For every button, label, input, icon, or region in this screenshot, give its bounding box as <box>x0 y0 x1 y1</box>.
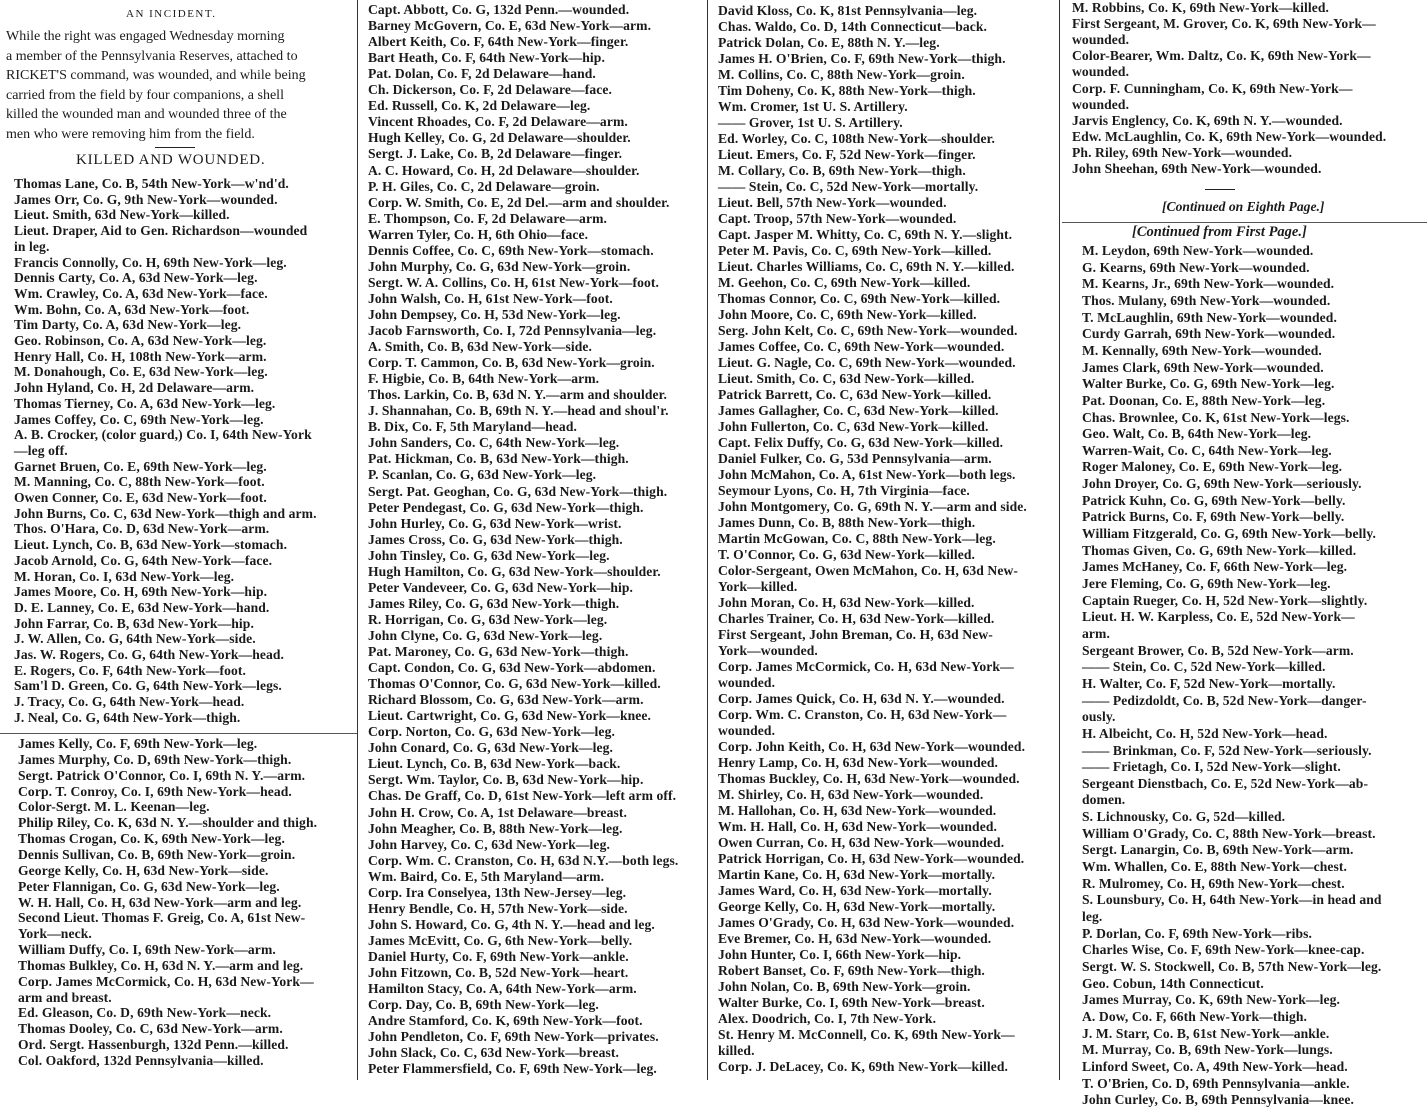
casualty-entry: Captain Rueger, Co. H, 52d New-York—slightly. <box>1082 592 1368 608</box>
casualty-entry: Patrick Burns, Co. F, 69th New-York—belly. <box>1082 509 1345 525</box>
casualty-entry: Geo. Walt, Co. B, 64th New-York—leg. <box>1082 426 1312 442</box>
casualty-entry: James Murray, Co. K, 69th New-York—leg. <box>1082 992 1340 1008</box>
casualty-entry: M. Collary, Co. B, 69th New-York—thigh. <box>718 163 966 178</box>
casualty-entry: Dennis Coffee, Co. C, 69th New-York—stomach. <box>368 242 654 258</box>
casualty-entry: wounded. <box>1072 32 1130 48</box>
casualty-entry: E. Rogers, Co. F, 64th New-York—foot. <box>14 662 247 678</box>
casualty-entry: Charles Trainer, Co. H, 63d New-York—killed. <box>718 611 995 626</box>
casualty-entry: Wm. Baird, Co. E, 5th Maryland—arm. <box>368 868 605 884</box>
casualty-entry: John Hunter, Co. I, 66th New-York—hip. <box>718 947 962 962</box>
casualty-entry: Chas. Brownlee, Co. K, 61st New-York—legs. <box>1082 409 1350 425</box>
casualty-entry: Walter Burke, Co. G, 69th New-York—leg. <box>1082 376 1335 392</box>
casualty-entry: James Riley, Co. G, 63d New-York—thigh. <box>368 595 620 611</box>
casualty-entry: M. Shirley, Co. H, 63d New-York—wounded. <box>718 787 984 802</box>
casualty-entry: Owen Conner, Co. E, 63d New-York—foot. <box>14 490 267 505</box>
casualty-entry: A. Smith, Co. B, 63d New-York—side. <box>368 339 593 355</box>
casualty-entry: John Sheehan, 69th New-York—wounded. <box>1072 161 1322 176</box>
casualty-entry: Peter Flammersfield, Co. F, 69th New-York—leg. <box>368 1061 657 1077</box>
casualty-entry: Col. Oakford, 132d Pennsylvania—killed. <box>18 1053 264 1068</box>
casualty-entry: J. W. Allen, Co. G, 64th New-York—side. <box>14 631 256 647</box>
casualty-entry: Lieut. H. W. Karpless, Co. E, 52d New-York— <box>1082 609 1355 625</box>
casualty-entry: York—neck. <box>18 926 92 942</box>
casualty-entry: Edw. McLaughlin, Co. K, 69th New-York—wounded. <box>1072 128 1387 144</box>
casualty-entry: —— Grover, 1st U. S. Artillery. <box>718 115 903 130</box>
casualty-entry: Jarvis Englency, Co. K, 69th N. Y.—wounded. <box>1072 112 1343 128</box>
casualty-entry: John S. Howard, Co. G, 4th N. Y.—head and leg. <box>368 916 655 932</box>
casualty-entry: Geo. Robinson, Co. A, 63d New-York—leg. <box>14 333 267 348</box>
casualty-entry: John Farrar, Co. B, 63d New-York—hip. <box>14 615 254 631</box>
casualty-entry: M. Collins, Co. C, 88th New-York—groin. <box>718 67 965 82</box>
casualty-entry: John Slack, Co. C, 63d New-York—breast. <box>368 1045 619 1061</box>
casualty-entry: John Walsh, Co. H, 61st New-York—foot. <box>368 290 613 306</box>
casualty-entry: Jere Fleming, Co. G, 69th New-York—leg. <box>1082 576 1331 591</box>
casualty-entry: Pat. Maroney, Co. G, 63d New-York—thigh. <box>368 644 629 659</box>
casualty-entry: John Pendleton, Co. F, 69th New-York—privates. <box>368 1029 659 1045</box>
casualty-entry: Corp. F. Cunningham, Co. K, 69th New-York— <box>1072 80 1353 96</box>
casualty-entry: George Kelly, Co. H, 63d New-York—mortally. <box>718 899 996 914</box>
casualty-entry: Lieut. Bell, 57th New-York—wounded. <box>718 195 947 210</box>
casualty-entry: John Nolan, Co. B, 69th New-York—groin. <box>718 979 971 994</box>
continued-from-note: [Continued from First Page.] <box>1132 224 1307 240</box>
casualty-entry: Thomas Tierney, Co. A, 63d New-York—leg. <box>14 395 276 411</box>
casualty-entry: Corp. Norton, Co. G, 63d New-York—leg. <box>368 724 615 740</box>
casualty-entry: John Droyer, Co. G, 69th New-York—seriously. <box>1082 476 1362 492</box>
casualty-entry: in leg. <box>14 238 50 254</box>
casualty-entry: Corp. Ira Conselyea, 13th New-Jersey—leg. <box>368 884 627 900</box>
casualty-entry: Thomas Buckley, Co. H, 63d New-York—wounded. <box>718 771 1020 786</box>
casualty-entry: John McMahon, Co. A, 61st New-York—both legs. <box>718 467 1016 482</box>
casualty-entry: Lieut. Cartwright, Co. G, 63d New-York—knee. <box>368 708 652 724</box>
casualty-entry: Ed. Gleason, Co. D, 69th New-York—neck. <box>18 1005 272 1021</box>
casualty-entry: Color-Bearer, Wm. Daltz, Co. K, 69th New-York— <box>1072 48 1371 64</box>
casualty-entry: John Montgomery, Co. G, 69th N. Y.—arm and side. <box>718 499 1027 514</box>
casualty-entry: John Fitzown, Co. B, 52d New-York—heart. <box>368 965 629 980</box>
casualty-entry: James Ward, Co. H, 63d New-York—mortally. <box>718 883 992 898</box>
casualty-entry: —— Stein, Co. C, 52d New-York—mortally. <box>718 179 979 194</box>
casualty-entry: Daniel Fulker, Co. G, 53d Pennsylvania—arm. <box>718 451 992 466</box>
casualty-entry: arm. <box>1082 625 1110 641</box>
casualty-entry: John Moran, Co. H, 63d New-York—killed. <box>718 595 975 610</box>
casualty-entry: Jacob Arnold, Co. G, 64th New-York—face. <box>14 552 273 568</box>
casualty-entry: Second Lieut. Thomas F. Greig, Co. A, 61st New- <box>18 910 306 926</box>
casualty-entry: Chas. Waldo, Co. D, 14th Connecticut—back. <box>718 19 988 34</box>
casualty-entry: Corp. Day, Co. B, 69th New-York—leg. <box>368 997 599 1013</box>
casualty-entry: James McHaney, Co. F, 66th New-York—leg. <box>1082 559 1348 575</box>
casualty-entry: Tim Darty, Co. A, 63d New-York—leg. <box>14 317 242 333</box>
casualty-entry: Linford Sweet, Co. A, 49th New-York—head. <box>1082 1058 1348 1074</box>
casualty-entry: James McEvitt, Co. G, 6th New-York—belly. <box>368 932 633 948</box>
casualty-entry: Wm. Crawley, Co. A, 63d New-York—face. <box>14 285 268 301</box>
casualty-entry: James H. O'Brien, Co. F, 69th New-York—thigh. <box>718 51 1006 66</box>
casualty-entry: A. C. Howard, Co. H, 2d Delaware—shoulder. <box>368 162 640 178</box>
casualty-entry: Thos. O'Hara, Co. D, 63d New-York—arm. <box>14 521 270 537</box>
casualty-entry: —— Brinkman, Co. F, 52d New-York—seriously. <box>1082 742 1372 758</box>
casualty-entry: A. Dow, Co. F, 66th New-York—thigh. <box>1082 1008 1308 1024</box>
casualty-entry: John Moore, Co. C, 69th New-York—killed. <box>718 307 977 322</box>
casualty-entry: John Dempsey, Co. H, 53d New-York—leg. <box>368 306 621 322</box>
casualty-entry: Ch. Dickerson, Co. F, 2d Delaware—face. <box>368 82 613 98</box>
casualty-entry: R. Horrigan, Co. G, 63d New-York—leg. <box>368 611 608 627</box>
casualty-entry: John Curley, Co. B, 69th Pennsylvania—knee. <box>1082 1092 1355 1108</box>
casualty-entry: Ed. Worley, Co. C, 108th New-York—shoulder. <box>718 131 995 146</box>
casualty-entry: P. H. Giles, Co. C, 2d Delaware—groin. <box>368 178 600 194</box>
casualty-entry: James Murphy, Co. D, 69th New-York—thigh. <box>18 751 292 767</box>
casualty-entry: James Gallagher, Co. C, 63d New-York—killed. <box>718 403 999 418</box>
casualty-entry: Wm. Bohn, Co. A, 63d New-York—foot. <box>14 301 250 317</box>
casualty-entry: David Kloss, Co. K, 81st Pennsylvania—leg. <box>718 3 978 18</box>
casualty-entry: T. O'Brien, Co. D, 69th Pennsylvania—ankle. <box>1082 1075 1350 1091</box>
casualty-entry: William Fitzgerald, Co. G, 69th New-York—belly. <box>1082 526 1377 542</box>
casualty-entry: Martin McGowan, Co. C, 88th New-York—leg. <box>718 531 996 546</box>
casualty-entry: Peter Vandeveer, Co. G, 63d New-York—hip. <box>368 579 634 595</box>
casualty-entry: Geo. Cobun, 14th Connecticut. <box>1082 975 1264 991</box>
casualty-entry: S. Lounsbury, Co. H, 64th New-York—in head and <box>1082 892 1382 908</box>
casualty-entry: H. Walter, Co. F, 52d New-York—mortally. <box>1082 675 1336 691</box>
casualty-entry: Thos. Mulany, 69th New-York—wounded. <box>1082 292 1331 308</box>
casualty-entry: leg. <box>1082 909 1103 924</box>
casualty-entry: James Dunn, Co. B, 88th New-York—thigh. <box>718 515 976 530</box>
casualty-entry: Garnet Bruen, Co. E, 69th New-York—leg. <box>14 458 267 474</box>
casualty-entry: Curdy Garrah, 69th New-York—wounded. <box>1082 326 1336 342</box>
casualty-entry: Corp. James McCormick, Co. H, 63d New-York— <box>718 659 1014 674</box>
casualty-entry: John Murphy, Co. G, 63d New-York—groin. <box>368 258 631 274</box>
casualty-entry: E. Thompson, Co. F, 2d Delaware—arm. <box>368 210 607 226</box>
casualty-entry: Lieut. Emers, Co. F, 52d New-York—finger. <box>718 147 976 162</box>
casualty-entry: Thomas Given, Co. G, 69th New-York—killed. <box>1082 542 1357 558</box>
column-divider <box>707 0 708 1080</box>
casualty-entry: Charles Wise, Co. F, 69th New-York—knee-cap. <box>1082 942 1365 958</box>
casualty-entry: Sergt. Wm. Taylor, Co. B, 63d New-York—hip. <box>368 772 644 788</box>
casualty-entry: Sergt. J. Lake, Co. B, 2d Delaware—finger. <box>368 146 623 162</box>
casualty-entry: Lieut. Draper, Aid to Gen. Richardson—wounded <box>14 223 308 239</box>
casualty-entry: Sergt. Lanargin, Co. B, 69th New-York—arm. <box>1082 842 1354 858</box>
paragraph-line: RICKET'S command, was wounded, and while being <box>6 68 306 84</box>
casualty-entry: Corp. T. Conroy, Co. I, 69th New-York—head. <box>18 783 292 799</box>
casualty-entry: Dennis Sullivan, Co. B, 69th New-York—groin. <box>18 846 296 862</box>
casualty-entry: Daniel Hurty, Co. F, 69th New-York—ankle. <box>368 948 629 964</box>
casualty-entry: D. E. Lanney, Co. E, 63d New-York—hand. <box>14 599 270 615</box>
casualty-entry: Richard Blossom, Co. G, 63d New-York—arm. <box>368 692 644 708</box>
casualty-entry: wounded. <box>718 723 776 738</box>
casualty-entry: wounded. <box>718 675 776 690</box>
casualty-entry: Capt. Condon, Co. G, 63d New-York—abdomen. <box>368 660 656 676</box>
casualty-entry: York—wounded. <box>718 643 818 658</box>
casualty-entry: Patrick Barrett, Co. C, 63d New-York—killed. <box>718 387 992 402</box>
casualty-entry: Barney McGovern, Co. E, 63d New-York—arm. <box>368 18 652 34</box>
list-heading: KILLED AND WOUNDED. <box>76 152 266 168</box>
casualty-entry: Lieut. Lynch, Co. B, 63d New-York—stomach. <box>14 537 288 553</box>
casualty-entry: Peter Pendegast, Co. G, 63d New-York—thigh. <box>368 499 644 515</box>
casualty-entry: Capt. Jasper M. Whitty, Co. C, 69th N. Y.—slight. <box>718 227 1013 242</box>
casualty-entry: M. Hallohan, Co. H, 63d New-York—wounded. <box>718 803 997 818</box>
casualty-entry: J. Neal, Co. G, 64th New-York—thigh. <box>14 709 241 725</box>
casualty-entry: —— Frietagh, Co. I, 52d New-York—slight. <box>1082 759 1341 775</box>
casualty-entry: Pat. Hickman, Co. B, 63d New-York—thigh. <box>368 451 629 467</box>
casualty-entry: Henry Bendle, Co. H, 57th New-York—side. <box>368 900 628 916</box>
casualty-entry: M. Geehon, Co. C, 69th New-York—killed. <box>718 275 971 290</box>
continued-on-note: [Continued on Eighth Page.] <box>1162 199 1325 214</box>
casualty-entry: Vincent Rhoades, Co. F, 2d Delaware—arm. <box>368 114 628 130</box>
casualty-entry: domen. <box>1082 792 1126 808</box>
casualty-entry: Pat. Doonan, Co. E, 88th New-York—leg. <box>1082 392 1326 408</box>
paragraph-line: killed the wounded man and wounded three of the <box>6 107 287 123</box>
casualty-entry: John H. Crow, Co. A, 1st Delaware—breast. <box>368 804 627 820</box>
casualty-entry: Dennis Carty, Co. A, 63d New-York—leg. <box>14 270 258 286</box>
casualty-entry: Patrick Dolan, Co. E, 88th N. Y.—leg. <box>718 35 940 50</box>
casualty-entry: —leg off. <box>14 442 68 458</box>
separator-rule <box>155 147 195 148</box>
casualty-entry: Thomas Dooley, Co. C, 63d New-York—arm. <box>18 1021 283 1037</box>
casualty-entry: Jas. W. Rogers, Co. G, 64th New-York—head. <box>14 647 285 662</box>
separator-rule <box>1205 189 1235 190</box>
casualty-entry: M. Leydon, 69th New-York—wounded. <box>1082 243 1314 258</box>
casualty-entry: Thos. Larkin, Co. B, 63d N. Y.—arm and shoulder. <box>368 387 668 403</box>
casualty-entry: John Clyne, Co. G, 63d New-York—leg. <box>368 627 603 643</box>
casualty-entry: James Coffee, Co. C, 69th New-York—wounded. <box>718 339 1005 354</box>
casualty-entry: Jacob Farnsworth, Co. I, 72d Pennsylvania—leg. <box>368 323 657 338</box>
casualty-entry: M. Manning, Co. C, 88th New-York—foot. <box>14 474 265 490</box>
casualty-entry: York—killed. <box>718 579 798 594</box>
casualty-entry: T. McLaughlin, 69th New-York—wounded. <box>1082 309 1337 325</box>
casualty-entry: Lieut. G. Nagle, Co. C, 69th New-York—wounded. <box>718 355 1016 370</box>
casualty-entry: F. Higbie, Co. B, 64th New-York—arm. <box>368 371 600 387</box>
paragraph-line: men who were removing him from the field. <box>6 127 255 142</box>
casualty-entry: Thomas Bulkley, Co. H, 63d N. Y.—arm and leg. <box>18 957 304 973</box>
casualty-entry: William Duffy, Co. I, 69th New-York—arm. <box>18 942 276 958</box>
casualty-entry: Capt. Felix Duffy, Co. G, 63d New-York—killed. <box>718 435 1004 450</box>
casualty-entry: Ord. Sergt. Hassenburgh, 132d Penn.—killed. <box>18 1037 289 1053</box>
casualty-entry: James Coffey, Co. C, 69th New-York—leg. <box>14 411 264 427</box>
casualty-entry: killed. <box>718 1043 755 1058</box>
casualty-entry: Sergt. Pat. Geoghan, Co. G, 63d New-York—thigh. <box>368 483 668 499</box>
casualty-entry: John Harvey, Co. C, 63d New-York—leg. <box>368 836 610 852</box>
casualty-entry: T. O'Connor, Co. G, 63d New-York—killed. <box>718 547 976 562</box>
casualty-entry: John Conard, Co. G, 63d New-York—leg. <box>368 740 614 756</box>
casualty-entry: Color-Sergt. M. L. Keenan—leg. <box>18 799 210 815</box>
casualty-entry: John Hurley, Co. G, 63d New-York—wrist. <box>368 515 622 531</box>
casualty-entry: M. Donahough, Co. E, 63d New-York—leg. <box>14 364 268 380</box>
casualty-entry: Hugh Hamilton, Co. G, 63d New-York—shoulder. <box>368 563 661 579</box>
casualty-entry: John Meagher, Co. B, 88th New-York—leg. <box>368 820 623 836</box>
casualty-entry: Corp. W. Smith, Co. E, 2d Del.—arm and shoulder. <box>368 194 670 210</box>
casualty-entry: Sam'l D. Green, Co. G, 64th New-York—legs. <box>14 678 282 694</box>
casualty-entry: John Tinsley, Co. G, 63d New-York—leg. <box>368 547 610 563</box>
casualty-entry: Peter Flannigan, Co. G, 63d New-York—leg. <box>18 878 280 894</box>
casualty-entry: Sergt. Patrick O'Connor, Co. I, 69th N. Y.—arm. <box>18 767 306 783</box>
casualty-entry: Roger Maloney, Co. E, 69th New-York—leg. <box>1082 459 1343 475</box>
casualty-entry: Ed. Russell, Co. K, 2d Delaware—leg. <box>368 98 591 114</box>
column-divider <box>357 0 358 1080</box>
casualty-entry: Seymour Lyons, Co. H, 7th Virginia—face. <box>718 483 970 498</box>
casualty-entry: James Moore, Co. H, 69th New-York—hip. <box>14 584 268 600</box>
casualty-entry: G. Kearns, 69th New-York—wounded. <box>1082 259 1310 275</box>
casualty-entry: Capt. Troop, 57th New-York—wounded. <box>718 211 957 226</box>
casualty-entry: Thomas O'Connor, Co. G, 63d New-York—killed. <box>368 676 661 692</box>
casualty-entry: Robert Banset, Co. F, 69th New-York—thigh. <box>718 963 985 978</box>
casualty-entry: Capt. Abbott, Co. G, 132d Penn.—wounded. <box>368 2 630 17</box>
casualty-entry: Color-Sergeant, Owen McMahon, Co. H, 63d New- <box>718 563 1018 578</box>
casualty-entry: Bart Heath, Co. F, 64th New-York—hip. <box>368 50 605 66</box>
casualty-entry: First Sergeant, M. Grover, Co. K, 69th New-York— <box>1072 16 1376 32</box>
paragraph-line: carried from the field by four companions, a shell <box>6 87 284 103</box>
casualty-entry: Corp. J. DeLacey, Co. K, 69th New-York—killed. <box>718 1059 1009 1074</box>
casualty-entry: Thomas Lane, Co. B, 54th New-York—w'nd'd. <box>14 176 289 191</box>
casualty-entry: Patrick Horrigan, Co. H, 63d New-York—wounded. <box>718 851 1025 866</box>
casualty-entry: Henry Hall, Co. H, 108th New-York—arm. <box>14 348 267 364</box>
casualty-entry: St. Henry M. McConnell, Co. K, 69th New-York— <box>718 1027 1015 1042</box>
casualty-entry: B. Dix, Co. F, 5th Maryland—head. <box>368 419 577 435</box>
casualty-entry: P. Scanlan, Co. G, 63d New-York—leg. <box>368 467 597 483</box>
casualty-entry: Albert Keith, Co. F, 64th New-York—finger. <box>368 34 629 50</box>
casualty-entry: Ph. Riley, 69th New-York—wounded. <box>1072 144 1293 160</box>
casualty-entry: ously. <box>1082 709 1116 725</box>
casualty-entry: Sergt. W. A. Collins, Co. H, 61st New-York—foot. <box>368 274 660 290</box>
casualty-entry: John Burns, Co. C, 63d New-York—thigh and arm. <box>14 505 317 521</box>
casualty-entry: Alex. Doodrich, Co. I, 7th New-York. <box>718 1011 937 1026</box>
casualty-entry: Owen Curran, Co. H, 63d New-York—wounded. <box>718 835 1005 850</box>
paragraph-line: While the right was engaged Wednesday morning <box>6 29 285 44</box>
casualty-entry: Chas. De Graff, Co. D, 61st New-York—left arm off. <box>368 788 677 804</box>
casualty-entry: First Sergeant, John Breman, Co. H, 63d New- <box>718 627 993 642</box>
casualty-entry: Walter Burke, Co. I, 69th New-York—breast. <box>718 995 985 1010</box>
casualty-entry: R. Mulromey, Co. H, 69th New-York—chest. <box>1082 875 1345 891</box>
casualty-entry: —— Stein, Co. C, 52d New-York—killed. <box>1082 659 1326 675</box>
casualty-entry: P. Dorlan, Co. F, 69th New-York—ribs. <box>1082 925 1313 941</box>
casualty-entry: M. Kearns, Jr., 69th New-York—wounded. <box>1082 276 1335 292</box>
casualty-entry: Hugh Kelley, Co. G, 2d Delaware—shoulder. <box>368 130 631 146</box>
casualty-entry: Lieut. Smith, 63d New-York—killed. <box>14 207 230 223</box>
casualty-entry: Lieut. Lynch, Co. B, 63d New-York—back. <box>368 756 621 772</box>
clipping-border <box>0 733 357 734</box>
casualty-entry: M. Horan, Co. I, 63d New-York—leg. <box>14 568 235 584</box>
casualty-entry: Henry Lamp, Co. H, 63d New-York—wounded. <box>718 755 999 770</box>
casualty-entry: H. Albeicht, Co. H, 52d New-York—head. <box>1082 725 1328 741</box>
casualty-entry: James Orr, Co. G, 9th New-York—wounded. <box>14 191 278 207</box>
casualty-entry: W. H. Hall, Co. H, 63d New-York—arm and leg. <box>18 894 302 910</box>
casualty-entry: William O'Grady, Co. C, 88th New-York—breast. <box>1082 825 1376 841</box>
casualty-entry: Sergeant Dienstbach, Co. E, 52d New-York—ab- <box>1082 775 1369 791</box>
paragraph-line: a member of the Pennsylvania Reserves, attached to <box>6 48 298 64</box>
casualty-entry: Lieut. Smith, Co. C, 63d New-York—killed. <box>718 371 975 386</box>
casualty-entry: Corp. Wm. C. Cranston, Co. H, 63d New-York— <box>718 707 1007 722</box>
casualty-entry: James Clark, 69th New-York—wounded. <box>1082 359 1324 375</box>
casualty-entry: Hamilton Stacy, Co. A, 64th New-York—arm. <box>368 981 637 997</box>
casualty-entry: Corp. James McCormick, Co. H, 63d New-York— <box>18 973 314 989</box>
casualty-entry: Thomas Connor, Co. C, 69th New-York—killed. <box>718 291 1001 306</box>
casualty-entry: Lieut. Charles Williams, Co. C, 69th N. Y.—killed. <box>718 259 1015 274</box>
casualty-entry: wounded. <box>1072 96 1130 112</box>
incident-heading: AN INCIDENT. <box>126 8 217 20</box>
casualty-entry: Wm. H. Hall, Co. H, 63d New-York—wounded. <box>718 819 998 834</box>
casualty-entry: arm and breast. <box>18 989 112 1005</box>
casualty-entry: George Kelly, Co. H, 63d New-York—side. <box>18 862 269 878</box>
casualty-entry: Tim Doheny, Co. K, 88th New-York—thigh. <box>718 83 976 98</box>
casualty-entry: Wm. Whallen, Co. E, 88th New-York—chest. <box>1082 859 1348 875</box>
casualty-entry: Warren Tyler, Co. H, 6th Ohio—face. <box>368 226 589 242</box>
casualty-entry: John Sanders, Co. C, 64th New-York—leg. <box>368 435 620 451</box>
casualty-entry: Corp. Wm. C. Cranston, Co. H, 63d N.Y.—both legs. <box>368 852 679 868</box>
casualty-entry: John Fullerton, Co. C, 63d New-York—killed. <box>718 419 989 434</box>
casualty-entry: Corp. T. Cammon, Co. B, 63d New-York—groin. <box>368 355 655 371</box>
casualty-entry: Eve Bremer, Co. H, 63d New-York—wounded. <box>718 931 992 946</box>
casualty-entry: James O'Grady, Co. H, 63d New-York—wounded. <box>718 915 1015 930</box>
casualty-entry: Sergt. W. S. Stockwell, Co. B, 57th New-York—leg. <box>1082 958 1382 974</box>
casualty-entry: James Cross, Co. G, 63d New-York—thigh. <box>368 531 623 547</box>
casualty-entry: Serg. John Kelt, Co. C, 69th New-York—wounded. <box>718 323 1018 338</box>
casualty-entry: M. Murray, Co. B, 69th New-York—lungs. <box>1082 1042 1333 1058</box>
casualty-entry: M. Kennally, 69th New-York—wounded. <box>1082 342 1322 358</box>
casualty-entry: —— Pedizdoldt, Co. B, 52d New-York—danger- <box>1082 692 1367 708</box>
casualty-entry: Warren-Wait, Co. C, 64th New-York—leg. <box>1082 442 1332 458</box>
column-divider <box>1059 0 1060 1080</box>
casualty-entry: J. Tracy, Co. G, 64th New-York—head. <box>14 694 245 710</box>
casualty-entry: Martin Kane, Co. H, 63d New-York—mortally. <box>718 867 996 882</box>
casualty-entry: J. M. Starr, Co. B, 61st New-York—ankle. <box>1082 1025 1330 1041</box>
casualty-entry: Thomas Crogan, Co. K, 69th New-York—leg. <box>18 831 285 847</box>
casualty-entry: Peter M. Pavis, Co. C, 69th New-York—killed. <box>718 243 992 258</box>
clipping-border <box>1062 222 1427 223</box>
casualty-entry: James Kelly, Co. F, 69th New-York—leg. <box>18 736 258 751</box>
casualty-entry: Pat. Dolan, Co. F, 2d Delaware—hand. <box>368 66 596 82</box>
casualty-entry: S. Lichnousky, Co. G, 52d—killed. <box>1082 809 1286 825</box>
casualty-entry: John Hyland, Co. H, 2d Delaware—arm. <box>14 380 255 396</box>
casualty-entry: wounded. <box>1072 64 1130 80</box>
casualty-entry: J. Shannahan, Co. B, 69th N. Y.—head and shoul'r. <box>368 403 669 419</box>
casualty-entry: Philip Riley, Co. K, 63d N. Y.—shoulder and thigh. <box>18 815 318 831</box>
casualty-entry: Francis Connolly, Co. H, 69th New-York—leg. <box>14 254 287 270</box>
casualty-entry: A. B. Crocker, (color guard,) Co. I, 64th New-York <box>14 427 312 443</box>
casualty-entry: Wm. Cromer, 1st U. S. Artillery. <box>718 99 908 114</box>
casualty-entry: Andre Stamford, Co. K, 69th New-York—foot. <box>368 1013 643 1029</box>
casualty-entry: Corp. John Keith, Co. H, 63d New-York—wounded. <box>718 739 1026 754</box>
casualty-entry: M. Robbins, Co. K, 69th New-York—killed. <box>1072 0 1330 15</box>
casualty-entry: Patrick Kuhn, Co. G, 69th New-York—belly. <box>1082 492 1346 508</box>
casualty-entry: Corp. James Quick, Co. H, 63d N. Y.—wounded. <box>718 691 1005 706</box>
casualty-entry: Sergeant Brower, Co. B, 52d New-York—arm. <box>1082 642 1354 658</box>
